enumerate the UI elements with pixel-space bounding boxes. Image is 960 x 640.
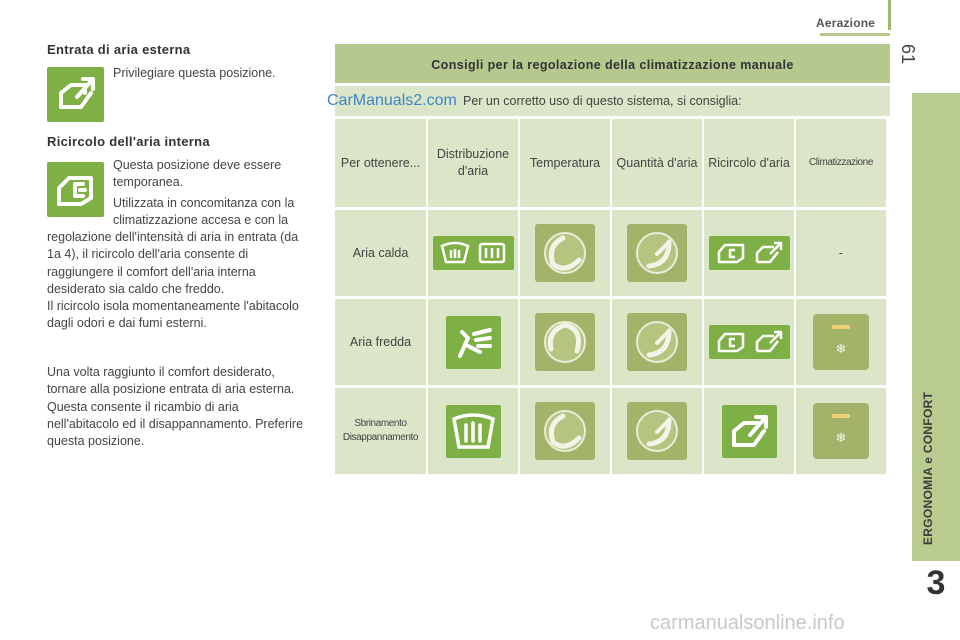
table-cell (612, 299, 702, 385)
table-cell (612, 210, 702, 296)
table-grid (335, 119, 890, 474)
fan-speed-knob-icon (627, 224, 687, 282)
defrost-icon-pair (433, 236, 514, 270)
table-cell (704, 388, 794, 474)
row-label-defrost-a: Sbrinamento (354, 418, 407, 429)
text-recirculation-1: Questa posizione deve essere temporanea. (113, 158, 282, 190)
text-external-air: Privilegiare questa posizione. (113, 66, 276, 80)
text-recirculation-2b: regolazione dell'intensità di aria in entrata (da 1a 4), il ricircolo dell'aria consente di raggiungere il comfort dell'aria interna desiderato sia caldo che freddo. (47, 230, 299, 296)
page-number: 61 (898, 44, 918, 65)
col-header-temperature: Temperatura (520, 119, 610, 207)
fan-speed-knob-icon (627, 313, 687, 371)
ac-button-icon: ❄ (813, 403, 869, 459)
recirculation-icon (715, 329, 747, 355)
temperature-knob-warm-icon (535, 224, 595, 282)
table-cell (428, 388, 518, 474)
row-label-cold-air: Aria fredda (335, 299, 426, 385)
col-header-goal: Per ottenere... (335, 119, 426, 207)
windscreen-defrost-icon (439, 240, 471, 266)
table-cell (612, 388, 702, 474)
heading-external-air: Entrata di aria esterna (47, 42, 191, 57)
header-divider (888, 0, 891, 30)
table-cell (520, 299, 610, 385)
text-recirculation-2a: Utilizzata in concomitanza con la climatizzazione accesa e con la (113, 196, 295, 228)
col-header-air-quantity: Quantità d'aria (612, 119, 702, 207)
climate-advice-table (327, 44, 890, 474)
table-cell (428, 210, 518, 296)
fan-speed-knob-icon (627, 402, 687, 460)
table-subtitle-row (327, 86, 890, 116)
table-cell (796, 299, 886, 385)
table-cell (704, 299, 794, 385)
col-header-air-conditioning: Climatizzazione (796, 119, 886, 207)
fresh-air-icon (47, 67, 104, 122)
col-header-distribution: Distribuzione d'aria (428, 119, 518, 207)
face-vent-icon (446, 316, 501, 369)
col-header-recirculation: Ricircolo d'aria (704, 119, 794, 207)
table-cell (520, 388, 610, 474)
table-cell (704, 210, 794, 296)
chapter-label: ERGONOMIA e CONFORT (921, 391, 935, 545)
ac-button-icon: ❄ (813, 314, 869, 370)
footer-watermark: carmanualsonline.info (650, 612, 845, 634)
table-cell (520, 210, 610, 296)
watermark: CarManuals2.com (327, 92, 457, 109)
fresh-air-icon (722, 405, 777, 458)
fresh-air-icon (752, 329, 784, 355)
recirculation-icon (47, 162, 104, 217)
fresh-air-icon (752, 240, 784, 266)
temperature-knob-cold-icon (535, 313, 595, 371)
text-final-advice: Una volta raggiunto il comfort desiderato, tornare alla posizione entrata di aria esterna. Questa consente il ricambio di aria nell'abitacolo ed il disappannamento. Preferire questa posizione. (47, 365, 304, 449)
row-label-defrost-b: Disappannamento (342, 432, 419, 443)
table-subtitle: Per un corretto uso di questo sistema, si consiglia: (463, 94, 742, 108)
recirculation-icon (715, 240, 747, 266)
row-label-warm-air: Aria calda (335, 210, 426, 296)
chapter-sidebar (912, 93, 960, 561)
header-rule (820, 33, 890, 36)
rear-defrost-icon (476, 240, 508, 266)
recirculation-icon-pair (709, 325, 790, 359)
table-cell (428, 299, 518, 385)
heading-recirculation: Ricircolo dell'aria interna (47, 134, 210, 149)
chapter-number: 3 (912, 561, 960, 605)
recirculation-icon-pair (709, 236, 790, 270)
text-recirculation-3: Il ricircolo isola momentaneamente l'abitacolo dagli odori e dai fumi esterni. (47, 299, 299, 331)
table-title: Consigli per la regolazione della climatizzazione manuale (335, 44, 890, 83)
temperature-knob-warm-icon (535, 402, 595, 460)
windscreen-defrost-icon (446, 405, 501, 458)
row-label-defrost (335, 388, 426, 474)
ac-value-warm-air: - (796, 210, 886, 296)
table-cell (796, 388, 886, 474)
section-title: Aerazione (816, 16, 876, 30)
